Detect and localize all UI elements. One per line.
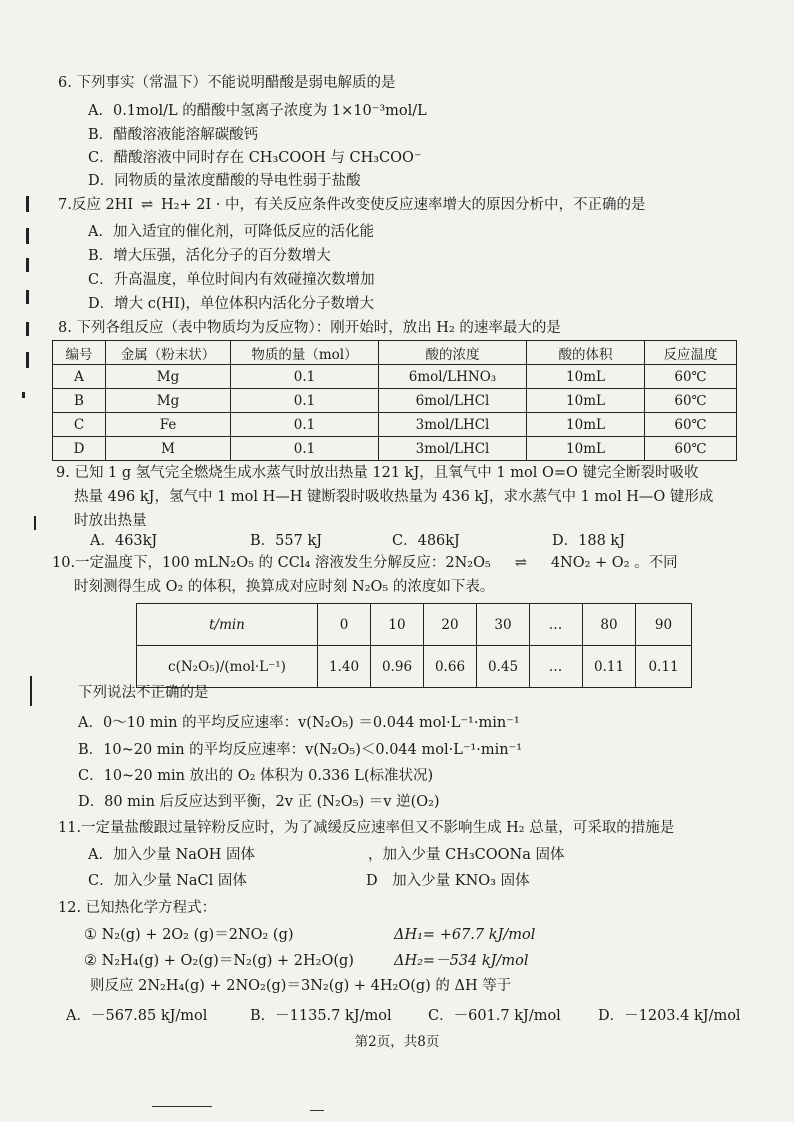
q8-table (52, 340, 737, 461)
q6-option-c: C．醋酸溶液中同时存在 CH₃COOH 与 CH₃COO⁻ (88, 150, 422, 166)
q12-enthalpy-1: ΔH₁= +67.7 kJ/mol (394, 927, 536, 943)
table-cell: 0.1 (231, 437, 379, 461)
q7-option-c: C．升高温度，单位时间内有效碰撞次数增加 (88, 272, 375, 288)
margin-mark (22, 392, 25, 398)
q12-option-a: A．－567.85 kJ/mol (66, 1008, 208, 1024)
q10-option-a: A．0～10 min 的平均反应速率：v(N₂O₅) ＝0.044 mol·L⁻¹·min⁻¹ (78, 715, 520, 731)
q9-option-d: D．188 kJ (552, 533, 626, 549)
q9-line1: 9. 已知 1 g 氢气完全燃烧生成水蒸气时放出热量 121 kJ，且氧气中 1 mol O=O 键完全断裂时吸收 (56, 465, 699, 481)
q11-option-b: ，加入少量 CH₃COONa 固体 (368, 847, 565, 863)
q10-line1 (52, 553, 678, 573)
q7-option-a: A．加入适宜的催化剂，可降低反应的活化能 (88, 224, 374, 240)
q8-stem: 8. 下列各组反应（表中物质均为反应物）：刚开始时，放出 H₂ 的速率最大的是 (58, 320, 561, 336)
q6-option-a: A．0.1mol/L 的醋酸中氢离子浓度为 1×10⁻³mol/L (88, 103, 427, 119)
q9-option-a: A．463kJ (90, 533, 158, 549)
table-cell: 1.40 (318, 646, 371, 688)
q12-question: 则反应 2N₂H₄(g) + 2NO₂(g)＝3N₂(g) + 4H₂O(g) 的 ΔH 等于 (90, 978, 512, 994)
table-cell: C (53, 413, 106, 437)
table-cell: … (530, 646, 583, 688)
q12-stem: 12. 已知热化学方程式： (58, 900, 217, 916)
q9-line2: 热量 496 kJ，氢气中 1 mol H—H 键断裂时吸收热量为 436 kJ，求水蒸气中 1 mol H—O 键形成 (74, 489, 714, 505)
table-cell: Fe (106, 413, 231, 437)
table-cell: 60℃ (645, 437, 737, 461)
table-cell: 10 (371, 604, 424, 646)
margin-mark (26, 196, 29, 212)
q11-option-c: C．加入少量 NaCl 固体 (88, 873, 247, 889)
footer-rule (310, 1110, 324, 1111)
table-cell: 60℃ (645, 389, 737, 413)
table-header-cell: 物质的量（mol） (231, 341, 379, 365)
q12-enthalpy-2: ΔH₂=－534 kJ/mol (394, 953, 529, 969)
table-cell: 3mol/LHCl (379, 437, 527, 461)
table-header-cell (137, 646, 318, 688)
q10-table (136, 603, 692, 688)
table-cell: 10mL (527, 413, 645, 437)
table-cell: 6mol/LHNO₃ (379, 365, 527, 389)
table-cell: 6mol/LHCl (379, 389, 527, 413)
table-row (53, 437, 737, 461)
q10-option-b: B．10~20 min 的平均反应速率：v(N₂O₅)＜0.044 mol·L⁻¹·min⁻¹ (78, 742, 523, 758)
margin-mark (30, 676, 32, 706)
footer-rule (152, 1106, 212, 1107)
q10-line1-pre: 10.一定温度下，100 mLN₂O₅ 的 CCl₄ 溶液发生分解反应：2N₂O₅ (52, 555, 491, 571)
table-cell: 0 (318, 604, 371, 646)
table-cell: 0.1 (231, 413, 379, 437)
table-row (137, 604, 692, 646)
table-cell: 80 (583, 604, 636, 646)
table-cell: 90 (636, 604, 692, 646)
q10-line1-post: 4NO₂ + O₂ 。不同 (550, 555, 678, 571)
table-cell: A (53, 365, 106, 389)
q11-stem: 11.一定量盐酸跟过量锌粉反应时，为了减缓反应速率但又不影响生成 H₂ 总量，可采取的措施是 (58, 820, 675, 836)
q10-line2: 时刻测得生成 O₂ 的体积，换算成对应时刻 N₂O₅ 的浓度如下表。 (74, 579, 495, 595)
q12-equation-1: ① N₂(g) + 2O₂ (g)＝2NO₂ (g) (84, 927, 294, 943)
q7-option-b: B．增大压强，活化分子的百分数增大 (88, 248, 331, 264)
q6-stem: 6. 下列事实（常温下）不能说明醋酸是弱电解质的是 (58, 75, 396, 91)
table-cell: B (53, 389, 106, 413)
table-cell: 60℃ (645, 365, 737, 389)
margin-mark (26, 228, 29, 244)
margin-mark (26, 352, 29, 368)
table-cell: 20 (424, 604, 477, 646)
table-header-row (53, 341, 737, 365)
table-header-cell: 编号 (53, 341, 106, 365)
q6-option-b: B．醋酸溶液能溶解碳酸钙 (88, 127, 259, 143)
equilibrium-arrow-icon: ⇌ (514, 555, 527, 571)
table-header-cell: 反应温度 (645, 341, 737, 365)
q11-option-d: D 加入少量 KNO₃ 固体 (366, 873, 530, 889)
q10-option-d: D．80 min 后反应达到平衡，2v 正 (N₂O₅) ＝v 逆(O₂) (78, 794, 440, 810)
table-row (53, 413, 737, 437)
table-header-cell: 酸的体积 (527, 341, 645, 365)
table-row-label: c(N₂O₅)/(mol·L⁻¹) (168, 658, 286, 675)
table-cell: 10mL (527, 389, 645, 413)
table-cell: 0.45 (477, 646, 530, 688)
table-cell: D (53, 437, 106, 461)
table-header-cell: 金属（粉末状） (106, 341, 231, 365)
table-cell: 30 (477, 604, 530, 646)
q10-prompt: 下列说法不正确的是 (78, 685, 209, 701)
table-row (53, 365, 737, 389)
table-header-cell: 酸的浓度 (379, 341, 527, 365)
table-cell: 3mol/LHCl (379, 413, 527, 437)
table-cell: 0.1 (231, 365, 379, 389)
table-cell: 10mL (527, 437, 645, 461)
q12-option-b: B．－1135.7 kJ/mol (250, 1008, 392, 1024)
table-header-cell (137, 604, 318, 646)
q9-line3: 时放出热量 (74, 513, 147, 529)
table-cell: 0.1 (231, 389, 379, 413)
q11-option-a: A．加入少量 NaOH 固体 (88, 847, 256, 863)
table-cell: 0.66 (424, 646, 477, 688)
table-cell: Mg (106, 365, 231, 389)
table-cell: 0.11 (583, 646, 636, 688)
q7-stem-pre: 7.反应 2HI (58, 197, 134, 213)
margin-mark (26, 322, 29, 336)
q10-option-c: C．10~20 min 放出的 O₂ 体积为 0.336 L(标准状况) (78, 768, 434, 784)
table-cell: M (106, 437, 231, 461)
table-row (137, 646, 692, 688)
q6-option-d: D．同物质的量浓度醋酸的导电性弱于盐酸 (88, 173, 361, 189)
q12-option-c: C．－601.7 kJ/mol (428, 1008, 561, 1024)
q12-equation-2: ② N₂H₄(g) + O₂(g)＝N₂(g) + 2H₂O(g) (84, 953, 354, 969)
q9-option-b: B．557 kJ (250, 533, 323, 549)
q7-stem-post: H₂+ 2I · 中，有关反应条件改变使反应速率增大的原因分析中，不正确的是 (161, 197, 646, 213)
table-cell: … (530, 604, 583, 646)
table-row (53, 389, 737, 413)
page-number: 第2页，共8页 (354, 1034, 440, 1050)
table-cell: 10mL (527, 365, 645, 389)
table-cell: Mg (106, 389, 231, 413)
table-cell: 60℃ (645, 413, 737, 437)
margin-mark (26, 258, 29, 272)
margin-mark (34, 516, 36, 530)
table-cell: 0.96 (371, 646, 424, 688)
margin-mark (26, 290, 29, 304)
q9-option-c: C．486kJ (392, 533, 460, 549)
q7-stem (58, 195, 646, 215)
reaction-arrow-icon: ⇌ (140, 197, 154, 213)
q12-option-d: D．－1203.4 kJ/mol (598, 1008, 741, 1024)
table-cell: 0.11 (636, 646, 692, 688)
q7-option-d: D．增大 c(HI)，单位体积内活化分子数增大 (88, 296, 375, 312)
table-header-label: t/min (209, 616, 245, 633)
